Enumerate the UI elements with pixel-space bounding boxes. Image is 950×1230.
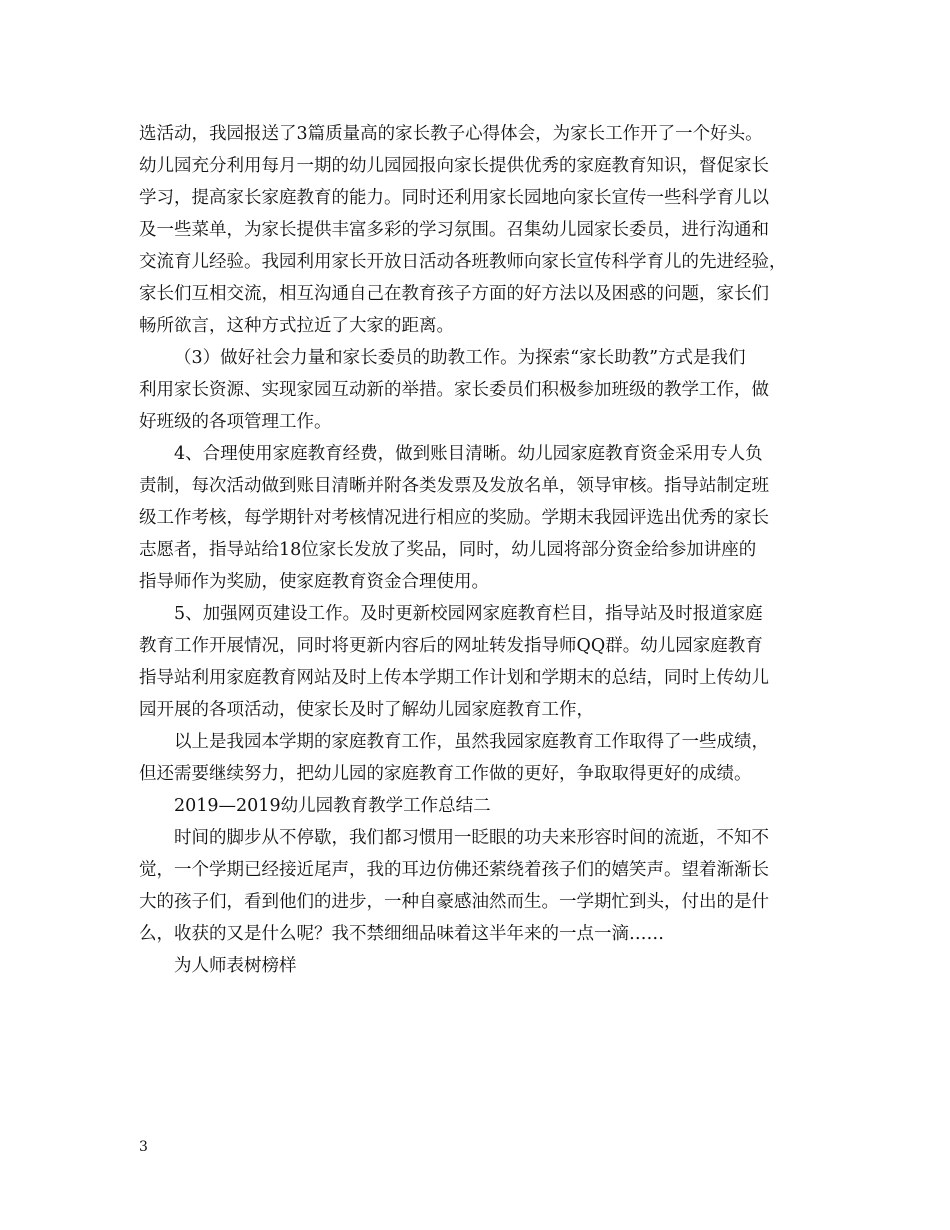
text-line: 么，收获的又是什么呢？我不禁细细品味着这半年来的一点一滴…… bbox=[139, 924, 664, 944]
text-line: 大的孩子们，看到他们的进步，一种自豪感油然而生。一学期忙到头，付出的是什 bbox=[139, 892, 769, 912]
text-line: 家长们互相交流，相互沟通自己在教育孩子方面的好方法以及困惑的问题，家长们 bbox=[139, 284, 769, 304]
text-line: 级工作考核，每学期针对考核情况进行相应的奖励。学期末我园评选出优秀的家长 bbox=[139, 508, 769, 528]
text-line: 2019—2019幼儿园教育教学工作总结二 bbox=[174, 796, 491, 816]
text-line: 4、合理使用家庭教育经费，做到账目清晰。幼儿园家庭教育资金采用专人负 bbox=[174, 444, 763, 464]
text-line: 幼儿园充分利用每月一期的幼儿园园报向家长提供优秀的家庭教育知识，督促家长 bbox=[139, 156, 769, 176]
text-line: 交流育儿经验。我园利用家长开放日活动各班教师向家长宣传科学育儿的先进经验， bbox=[139, 252, 787, 272]
text-line: 责制，每次活动做到账目清晰并附各类发票及发放名单，领导审核。指导站制定班 bbox=[139, 476, 769, 496]
text-line: 利用家长资源、实现家园互动新的举措。家长委员们积极参加班级的教学工作，做 bbox=[139, 380, 769, 400]
text-line: 以上是我园本学期的家庭教育工作，虽然我园家庭教育工作取得了一些成绩， bbox=[174, 732, 769, 752]
document-body bbox=[139, 118, 829, 982]
text-line: 5、加强网页建设工作。及时更新校园网家庭教育栏目，指导站及时报道家庭 bbox=[174, 604, 763, 624]
text-line: 及一些菜单，为家长提供丰富多彩的学习氛围。召集幼儿园家长委员，进行沟通和 bbox=[139, 220, 769, 240]
text-line: 教育工作开展情况，同时将更新内容后的网址转发指导师QQ群。幼儿园家庭教育 bbox=[139, 636, 763, 656]
text-line: 学习，提高家长家庭教育的能力。同时还利用家长园地向家长宣传一些科学育儿以 bbox=[139, 188, 769, 208]
text-line: 时间的脚步从不停歇，我们都习惯用一眨眼的功夫来形容时间的流逝，不知不 bbox=[174, 828, 769, 848]
text-line: （3）做好社会力量和家长委员的助教工作。为探索“家长助教”方式是我们 bbox=[174, 348, 746, 368]
text-line: 指导师作为奖励，使家庭教育资金合理使用。 bbox=[139, 572, 489, 592]
text-line: 好班级的各项管理工作。 bbox=[139, 412, 332, 432]
text-line: 选活动，我园报送了3篇质量高的家长教子心得体会，为家长工作开了一个好头。 bbox=[139, 124, 763, 144]
text-line: 志愿者，指导站给18位家长发放了奖品，同时，幼儿园将部分资金给参加讲座的 bbox=[139, 540, 757, 560]
text-line: 畅所欲言，这种方式拉近了大家的距离。 bbox=[139, 316, 454, 336]
text-line: 园开展的各项活动，使家长及时了解幼儿园家庭教育工作， bbox=[139, 700, 594, 720]
text-line: 为人师表树榜样 bbox=[174, 956, 297, 976]
text-line: 觉，一个学期已经接近尾声，我的耳边仿佛还萦绕着孩子们的嬉笑声。望着渐渐长 bbox=[139, 860, 769, 880]
page-number: 3 bbox=[139, 1139, 148, 1155]
text-line: 但还需要继续努力，把幼儿园的家庭教育工作做的更好，争取取得更好的成绩。 bbox=[139, 764, 752, 784]
text-line: 指导站利用家庭教育网站及时上传本学期工作计划和学期末的总结，同时上传幼儿 bbox=[139, 668, 769, 688]
